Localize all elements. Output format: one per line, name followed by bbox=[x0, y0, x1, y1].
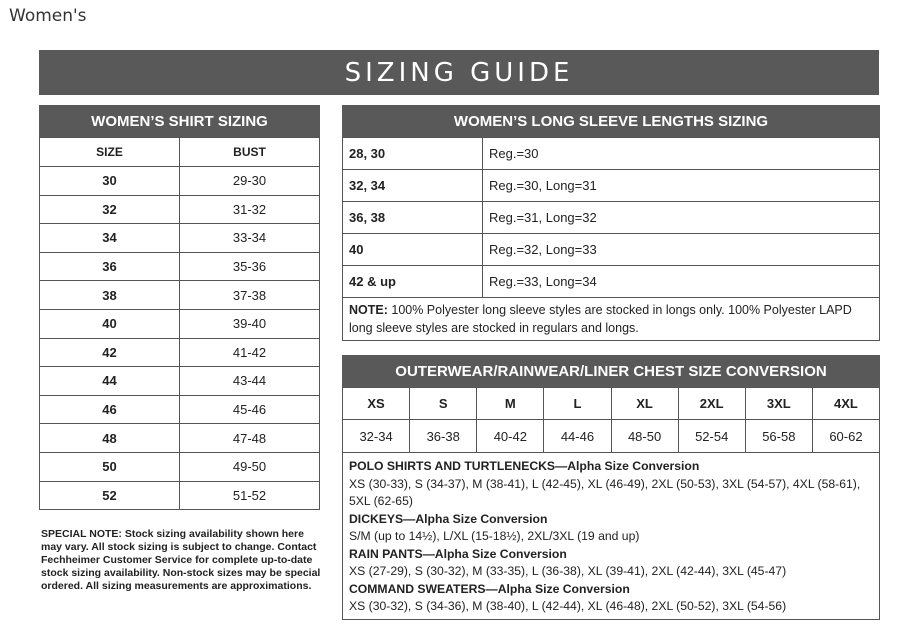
sleeve-size-cell: 42 & up bbox=[343, 266, 483, 298]
conversion-text: S/M (up to 14½), L/XL (15-18½), 2XL/3XL (19 and up) bbox=[349, 529, 640, 543]
alpha-size-header: 4XL bbox=[812, 388, 879, 420]
table-row bbox=[40, 395, 320, 424]
sleeve-length-cell: Reg.=32, Long=33 bbox=[483, 234, 880, 266]
size-cell: 32 bbox=[40, 195, 180, 224]
bust-cell: 51-52 bbox=[180, 481, 320, 510]
table-row bbox=[343, 170, 880, 202]
chest-size-cell: 44-46 bbox=[544, 420, 611, 453]
alpha-size-header: 2XL bbox=[678, 388, 745, 420]
conversion-title: COMMAND SWEATERS—Alpha Size Conversion bbox=[349, 581, 630, 596]
sleeve-size-cell: 40 bbox=[343, 234, 483, 266]
table-row bbox=[343, 138, 880, 170]
chest-size-cell: 56-58 bbox=[745, 420, 812, 453]
bust-cell: 35-36 bbox=[180, 252, 320, 281]
chest-size-cell: 32-34 bbox=[343, 420, 410, 453]
sleeve-length-cell: Reg.=31, Long=32 bbox=[483, 202, 880, 234]
table-row bbox=[40, 167, 320, 196]
chest-size-cell: 60-62 bbox=[812, 420, 879, 453]
bust-cell: 39-40 bbox=[180, 309, 320, 338]
table-row bbox=[343, 202, 880, 234]
bust-cell: 45-46 bbox=[180, 395, 320, 424]
table-row bbox=[40, 452, 320, 481]
outerwear-title: OUTERWEAR/RAINWEAR/LINER CHEST SIZE CONVERSION bbox=[342, 355, 880, 387]
size-cell: 50 bbox=[40, 452, 180, 481]
note-label: NOTE: bbox=[349, 303, 388, 317]
size-cell: 36 bbox=[40, 252, 180, 281]
table-row bbox=[40, 338, 320, 367]
bust-cell: 31-32 bbox=[180, 195, 320, 224]
size-cell: 40 bbox=[40, 309, 180, 338]
sizing-guide-banner bbox=[39, 50, 879, 95]
bust-cell: 41-42 bbox=[180, 338, 320, 367]
table-row bbox=[343, 234, 880, 266]
table-row bbox=[343, 266, 880, 298]
bust-cell: 33-34 bbox=[180, 224, 320, 253]
table-row bbox=[40, 252, 320, 281]
alpha-size-header: 3XL bbox=[745, 388, 812, 420]
size-cell: 46 bbox=[40, 395, 180, 424]
shirt-sizing-table bbox=[39, 105, 320, 510]
banner-title: SIZING GUIDE bbox=[344, 57, 574, 88]
chest-size-cell: 36-38 bbox=[410, 420, 477, 453]
size-cell: 34 bbox=[40, 224, 180, 253]
sleeve-size-cell: 36, 38 bbox=[343, 202, 483, 234]
chest-size-cell: 48-50 bbox=[611, 420, 678, 453]
bust-column-header: BUST bbox=[180, 138, 320, 167]
alpha-size-conversions bbox=[343, 453, 880, 620]
sleeve-size-cell: 32, 34 bbox=[343, 170, 483, 202]
conversion-text: XS (30-33), S (34-37), M (38-41), L (42-45), XL (46-49), 2XL (50-53), 3XL (54-57), 4XL (58-61), 5XL (62-65) bbox=[349, 476, 861, 508]
bust-cell: 43-44 bbox=[180, 367, 320, 396]
conversion-text: XS (30-32), S (34-36), M (38-40), L (42-44), XL (46-48), 2XL (50-52), 3XL (54-56) bbox=[349, 599, 787, 613]
table-row bbox=[40, 309, 320, 338]
special-note: SPECIAL NOTE: Stock sizing availability shown here may vary. All stock sizing is subject to change. Contact Fechheimer Customer Service for complete up-to-date stock sizing availability. Non-stock sizes may be special ordered. All sizing measurements are approximations. bbox=[41, 528, 321, 592]
sleeve-size-cell: 28, 30 bbox=[343, 138, 483, 170]
size-cell: 30 bbox=[40, 167, 180, 196]
sleeve-length-cell: Reg.=33, Long=34 bbox=[483, 266, 880, 298]
size-cell: 44 bbox=[40, 367, 180, 396]
alpha-size-header: M bbox=[477, 388, 544, 420]
alpha-size-header: S bbox=[410, 388, 477, 420]
bust-cell: 29-30 bbox=[180, 167, 320, 196]
bust-cell: 49-50 bbox=[180, 452, 320, 481]
table-row bbox=[40, 367, 320, 396]
size-cell: 52 bbox=[40, 481, 180, 510]
conversion-title: RAIN PANTS—Alpha Size Conversion bbox=[349, 546, 567, 561]
chest-size-cell: 52-54 bbox=[678, 420, 745, 453]
long-sleeve-title: WOMEN’S LONG SLEEVE LENGTHS SIZING bbox=[342, 105, 880, 137]
alpha-size-header: L bbox=[544, 388, 611, 420]
size-cell: 42 bbox=[40, 338, 180, 367]
table-row bbox=[40, 481, 320, 510]
conversion-title: DICKEYS—Alpha Size Conversion bbox=[349, 511, 548, 526]
alpha-size-header: XS bbox=[343, 388, 410, 420]
size-column-header: SIZE bbox=[40, 138, 180, 167]
size-cell: 38 bbox=[40, 281, 180, 310]
table-row bbox=[40, 224, 320, 253]
shirt-sizing-title: WOMEN’S SHIRT SIZING bbox=[39, 105, 320, 137]
table-row bbox=[40, 424, 320, 453]
conversion-text: XS (27-29), S (30-32), M (33-35), L (36-38), XL (39-41), 2XL (42-44), 3XL (45-47) bbox=[349, 564, 787, 578]
alpha-size-header: XL bbox=[611, 388, 678, 420]
sleeve-length-cell: Reg.=30 bbox=[483, 138, 880, 170]
conversion-title: POLO SHIRTS AND TURTLENECKS—Alpha Size Conversion bbox=[349, 459, 700, 473]
bust-cell: 47-48 bbox=[180, 424, 320, 453]
size-cell: 48 bbox=[40, 424, 180, 453]
page-heading: Women's bbox=[9, 6, 87, 26]
long-sleeve-note bbox=[343, 298, 880, 341]
outerwear-table bbox=[342, 355, 880, 620]
table-row bbox=[40, 281, 320, 310]
sleeve-length-cell: Reg.=30, Long=31 bbox=[483, 170, 880, 202]
long-sleeve-table bbox=[342, 105, 880, 341]
table-row bbox=[40, 195, 320, 224]
note-text: 100% Polyester long sleeve styles are stocked in longs only. 100% Polyester LAPD long sleeve styles are stocked in regulars and longs. bbox=[349, 303, 852, 335]
chest-size-cell: 40-42 bbox=[477, 420, 544, 453]
bust-cell: 37-38 bbox=[180, 281, 320, 310]
